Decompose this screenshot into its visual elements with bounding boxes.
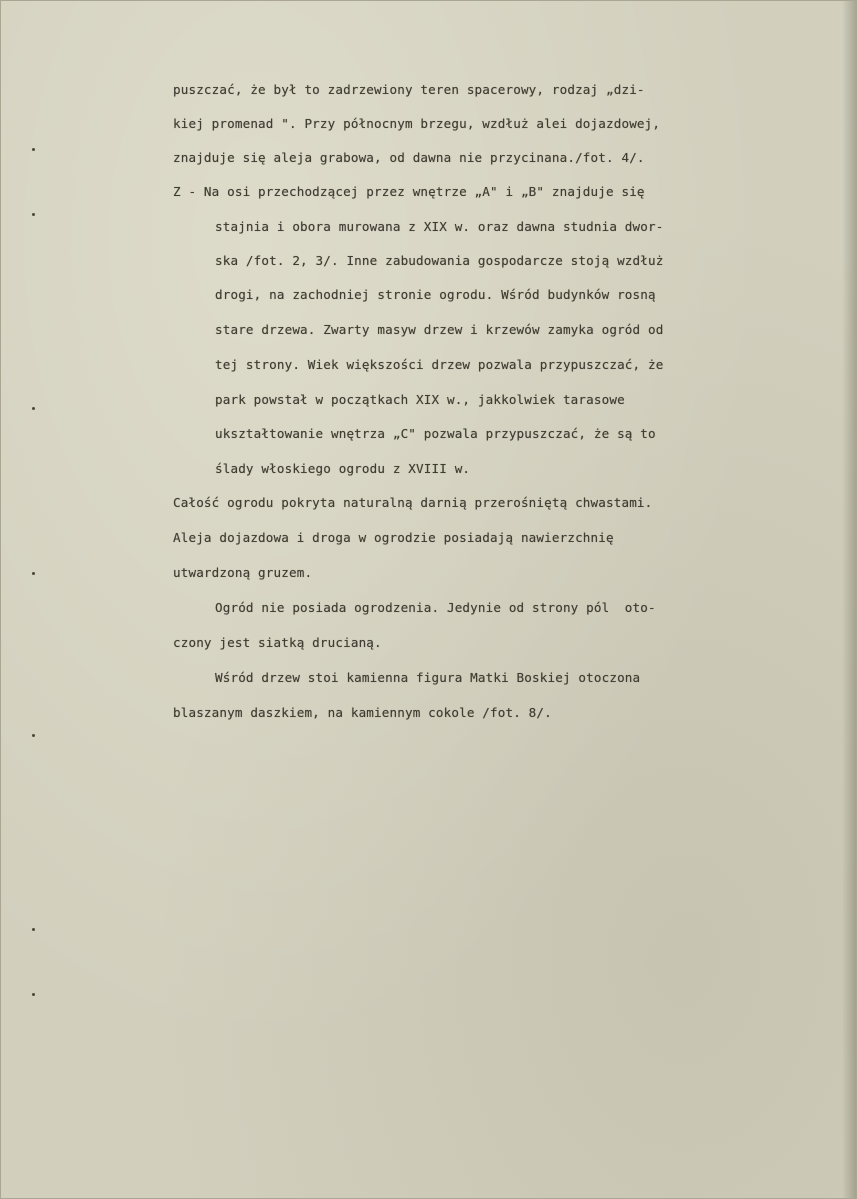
text-line: ukształtowanie wnętrza „C" pozwala przypuszczać, że są to — [215, 426, 656, 441]
text-line: stare drzewa. Zwarty masyw drzew i krzewów zamyka ogród od — [215, 322, 664, 337]
text-line: blaszanym daszkiem, na kamiennym cokole /fot. 8/. — [173, 705, 552, 720]
text-line: Aleja dojazdowa i droga w ogrodzie posiadają nawierzchnię — [173, 530, 614, 545]
text-line: Wśród drzew stoi kamienna figura Matki Boskiej otoczona — [215, 670, 641, 685]
binder-hole-mark — [32, 928, 35, 931]
binder-hole-mark — [32, 213, 35, 216]
text-line: czony jest siatką drucianą. — [173, 635, 382, 650]
text-line: stajnia i obora murowana z XIX w. oraz dawna studnia dwor- — [215, 219, 664, 234]
binder-hole-mark — [32, 148, 35, 151]
binder-hole-mark — [32, 734, 35, 737]
text-line: tej strony. Wiek większości drzew pozwala przypuszczać, że — [215, 357, 664, 372]
text-line: znajduje się aleja grabowa, od dawna nie przycinana./fot. 4/. — [173, 150, 645, 165]
text-line: kiej promenad ". Przy północnym brzegu, wzdłuż alei dojazdowej, — [173, 116, 661, 131]
text-line: Z - Na osi przechodzącej przez wnętrze „A" i „B" znajduje się — [173, 184, 645, 199]
text-line: park powstał w początkach XIX w., jakkolwiek tarasowe — [215, 392, 625, 407]
text-line: puszczać, że był to zadrzewiony teren spacerowy, rodzaj „dzi- — [173, 82, 645, 97]
text-line: ślady włoskiego ogrodu z XVIII w. — [215, 461, 471, 476]
page-edge-shadow — [842, 1, 856, 1198]
text-line: drogi, na zachodniej stronie ogrodu. Wśród budynków rosną — [215, 287, 656, 302]
text-line: utwardzoną gruzem. — [173, 565, 313, 580]
text-line: Całość ogrodu pokryta naturalną darnią przerośniętą chwastami. — [173, 495, 653, 510]
binder-hole-mark — [32, 407, 35, 410]
binder-hole-mark — [32, 572, 35, 575]
text-line: Ogród nie posiada ogrodzenia. Jedynie od strony pól oto- — [215, 600, 656, 615]
text-line: ska /fot. 2, 3/. Inne zabudowania gospodarcze stoją wzdłuż — [215, 253, 664, 268]
binder-hole-mark — [32, 993, 35, 996]
